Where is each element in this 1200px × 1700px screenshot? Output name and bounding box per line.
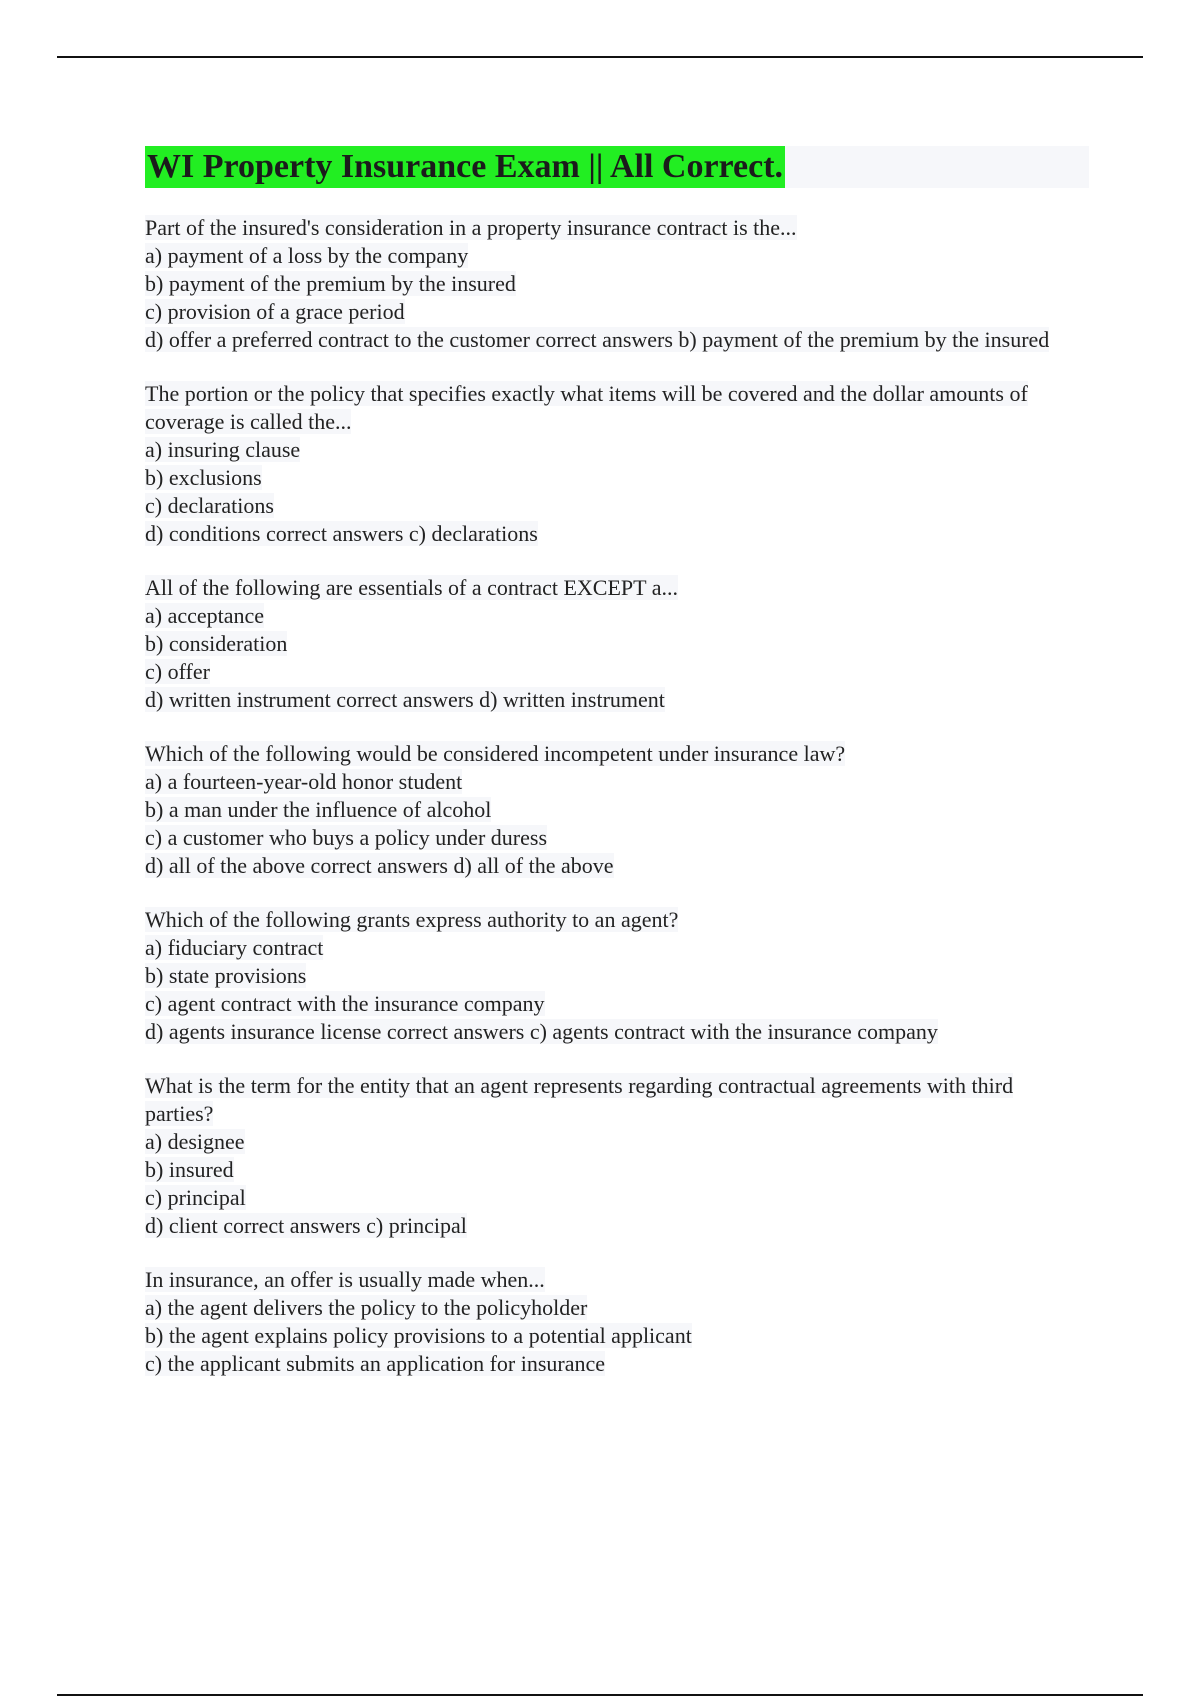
question-block [145,380,1075,548]
answer-option: a) insuring clause [145,437,301,462]
answer-option: c) declarations [145,493,274,518]
question-block [145,1266,1075,1378]
questions-list [145,214,1075,1404]
answer-option: c) offer [145,659,210,684]
answer-option: b) insured [145,1157,234,1182]
top-rule [57,56,1143,58]
answer-option: a) designee [145,1129,245,1154]
answer-option: a) a fourteen-year-old honor student [145,769,463,794]
question-block [145,214,1075,354]
answer-option: d) written instrument correct answers d) written instrument [145,687,665,712]
answer-option: d) agents insurance license correct answers c) agents contract with the insurance company [145,1019,938,1044]
question-prompt: All of the following are essentials of a contract EXCEPT a... [145,575,678,600]
answer-option: d) conditions correct answers c) declarations [145,521,538,546]
answer-option: c) a customer who buys a policy under duress [145,825,548,850]
question-block [145,740,1075,880]
answer-option: b) the agent explains policy provisions to a potential applicant [145,1323,692,1348]
title-row [145,146,1089,188]
question-block [145,906,1075,1046]
answer-option: c) provision of a grace period [145,299,405,324]
question-prompt: Which of the following would be considered incompetent under insurance law? [145,741,846,766]
question-prompt: In insurance, an offer is usually made when... [145,1267,545,1292]
answer-option: d) offer a preferred contract to the customer correct answers b) payment of the premium by the insured [145,327,1050,352]
answer-option: a) fiduciary contract [145,935,324,960]
answer-option: b) consideration [145,631,288,656]
answer-option: d) all of the above correct answers d) all of the above [145,853,614,878]
answer-option: b) state provisions [145,963,307,988]
question-prompt: Which of the following grants express authority to an agent? [145,907,679,932]
answer-option: c) the applicant submits an application for insurance [145,1351,606,1376]
bottom-rule [57,1694,1143,1696]
question-block [145,1072,1075,1240]
answer-option: c) agent contract with the insurance company [145,991,545,1016]
answer-option: c) principal [145,1185,246,1210]
answer-option: b) a man under the influence of alcohol [145,797,492,822]
answer-option: a) the agent delivers the policy to the policyholder [145,1295,588,1320]
question-prompt: Part of the insured's consideration in a property insurance contract is the... [145,215,797,240]
answer-option: a) payment of a loss by the company [145,243,469,268]
answer-option: a) acceptance [145,603,265,628]
question-prompt: What is the term for the entity that an agent represents regarding contractual agreements with third parties? [145,1073,1014,1126]
answer-option: d) client correct answers c) principal [145,1213,467,1238]
answer-option: b) payment of the premium by the insured [145,271,516,296]
document-title: WI Property Insurance Exam || All Correct. [145,146,785,188]
question-block [145,574,1075,714]
question-prompt: The portion or the policy that specifies exactly what items will be covered and the dollar amounts of coverage is called the... [145,381,1028,434]
answer-option: b) exclusions [145,465,262,490]
